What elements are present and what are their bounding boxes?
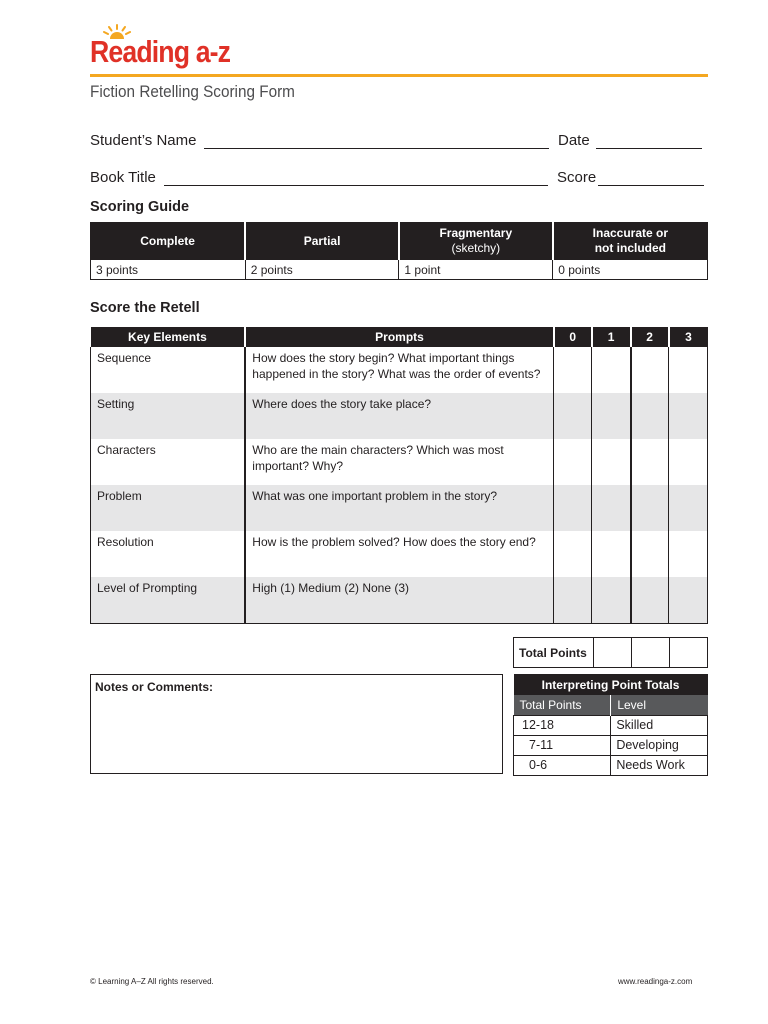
- score-line[interactable]: [598, 185, 704, 186]
- prompt: Where does the story take place?: [245, 393, 553, 439]
- col-key-elements: Key Elements: [91, 327, 246, 347]
- range-cell: 0-6: [514, 755, 611, 775]
- student-name-label: Student’s Name: [90, 132, 197, 149]
- interpreting-heading: Interpreting Point Totals: [514, 674, 708, 695]
- score-cell[interactable]: [554, 439, 592, 485]
- key-element: Resolution: [91, 531, 246, 577]
- notes-label: Notes or Comments:: [95, 680, 214, 694]
- score-cell[interactable]: [592, 485, 631, 531]
- prompt: Who are the main characters? Which was most important? Why?: [245, 439, 553, 485]
- score-cell[interactable]: [554, 393, 592, 439]
- key-element: Problem: [91, 485, 246, 531]
- table-row: [91, 531, 708, 577]
- table-row: [91, 347, 708, 393]
- key-element: Sequence: [91, 347, 246, 393]
- table-row: [514, 715, 708, 735]
- table-row: [91, 577, 708, 623]
- date-line[interactable]: [596, 148, 702, 149]
- score-cell[interactable]: [631, 347, 669, 393]
- guide-value: 2 points: [245, 260, 399, 280]
- score-cell[interactable]: [592, 577, 631, 623]
- score-cell[interactable]: [669, 485, 708, 531]
- key-element: Characters: [91, 439, 246, 485]
- total-cell[interactable]: [593, 638, 631, 668]
- guide-col-fragmentary: Fragmentary (sketchy): [399, 223, 553, 260]
- level-cell: Needs Work: [611, 755, 708, 775]
- guide-col-complete: Complete: [91, 223, 246, 260]
- guide-col-inaccurate: Inaccurate or not included: [553, 223, 708, 260]
- score-cell[interactable]: [631, 531, 669, 577]
- score-cell[interactable]: [592, 439, 631, 485]
- score-cell[interactable]: [669, 393, 708, 439]
- table-row: [91, 485, 708, 531]
- prompt: High (1) Medium (2) None (3): [245, 577, 553, 623]
- guide-col-partial: Partial: [245, 223, 399, 260]
- level-cell: Skilled: [611, 715, 708, 735]
- score-cell[interactable]: [669, 347, 708, 393]
- score-cell[interactable]: [592, 531, 631, 577]
- score-cell[interactable]: [554, 485, 592, 531]
- scoring-guide-heading: Scoring Guide: [90, 199, 190, 215]
- guide-value: 1 point: [399, 260, 553, 280]
- score-cell[interactable]: [669, 531, 708, 577]
- form-title: Fiction Retelling Scoring Form: [90, 82, 295, 101]
- prompt: How is the problem solved? How does the story end?: [245, 531, 553, 577]
- range-cell: 12-18: [514, 715, 611, 735]
- book-title-label: Book Title: [90, 169, 156, 186]
- table-row: [91, 439, 708, 485]
- table-row: [91, 393, 708, 439]
- score-cell[interactable]: [592, 393, 631, 439]
- table-row: [514, 735, 708, 755]
- table-row: [514, 755, 708, 775]
- book-title-line[interactable]: [164, 185, 548, 186]
- score-cell[interactable]: [631, 577, 669, 623]
- date-label: Date: [558, 132, 590, 149]
- level-cell: Developing: [611, 735, 708, 755]
- copyright-text: © Learning A–Z All rights reserved.: [90, 977, 214, 986]
- total-points-table: [513, 637, 708, 668]
- notes-box[interactable]: [90, 674, 503, 774]
- interp-col-total: Total Points: [514, 695, 611, 715]
- scoring-guide-table: [90, 222, 708, 280]
- student-name-line[interactable]: [204, 148, 549, 149]
- score-cell[interactable]: [592, 347, 631, 393]
- guide-value: 0 points: [553, 260, 708, 280]
- score-cell[interactable]: [631, 439, 669, 485]
- score-cell[interactable]: [554, 347, 592, 393]
- col-score-3: 3: [669, 327, 708, 347]
- col-score-2: 2: [631, 327, 669, 347]
- interp-col-level: Level: [611, 695, 708, 715]
- footer-url[interactable]: www.readinga-z.com: [618, 977, 693, 986]
- score-cell[interactable]: [631, 485, 669, 531]
- score-cell[interactable]: [554, 531, 592, 577]
- reading-a-z-logo: [88, 24, 231, 74]
- score-retell-heading: Score the Retell: [90, 300, 200, 316]
- key-element: Level of Prompting: [91, 577, 246, 623]
- score-cell[interactable]: [669, 577, 708, 623]
- key-element: Setting: [91, 393, 246, 439]
- score-cell[interactable]: [669, 439, 708, 485]
- total-cell[interactable]: [670, 638, 708, 668]
- retell-table: [90, 327, 708, 624]
- range-cell: 7-11: [514, 735, 611, 755]
- prompt: What was one important problem in the story?: [245, 485, 553, 531]
- guide-value: 3 points: [91, 260, 246, 280]
- interpreting-table: [513, 674, 708, 776]
- col-score-0: 0: [554, 327, 592, 347]
- header-rule: [90, 74, 708, 77]
- score-cell[interactable]: [554, 577, 592, 623]
- score-cell[interactable]: [631, 393, 669, 439]
- total-cell[interactable]: [631, 638, 670, 668]
- total-points-label: Total Points: [514, 638, 594, 668]
- logo-text: Reading a-z: [90, 34, 231, 69]
- col-score-1: 1: [592, 327, 631, 347]
- col-prompts: Prompts: [245, 327, 553, 347]
- prompt: How does the story begin? What important things happened in the story? What was the order of events?: [245, 347, 553, 393]
- score-label: Score: [557, 169, 597, 186]
